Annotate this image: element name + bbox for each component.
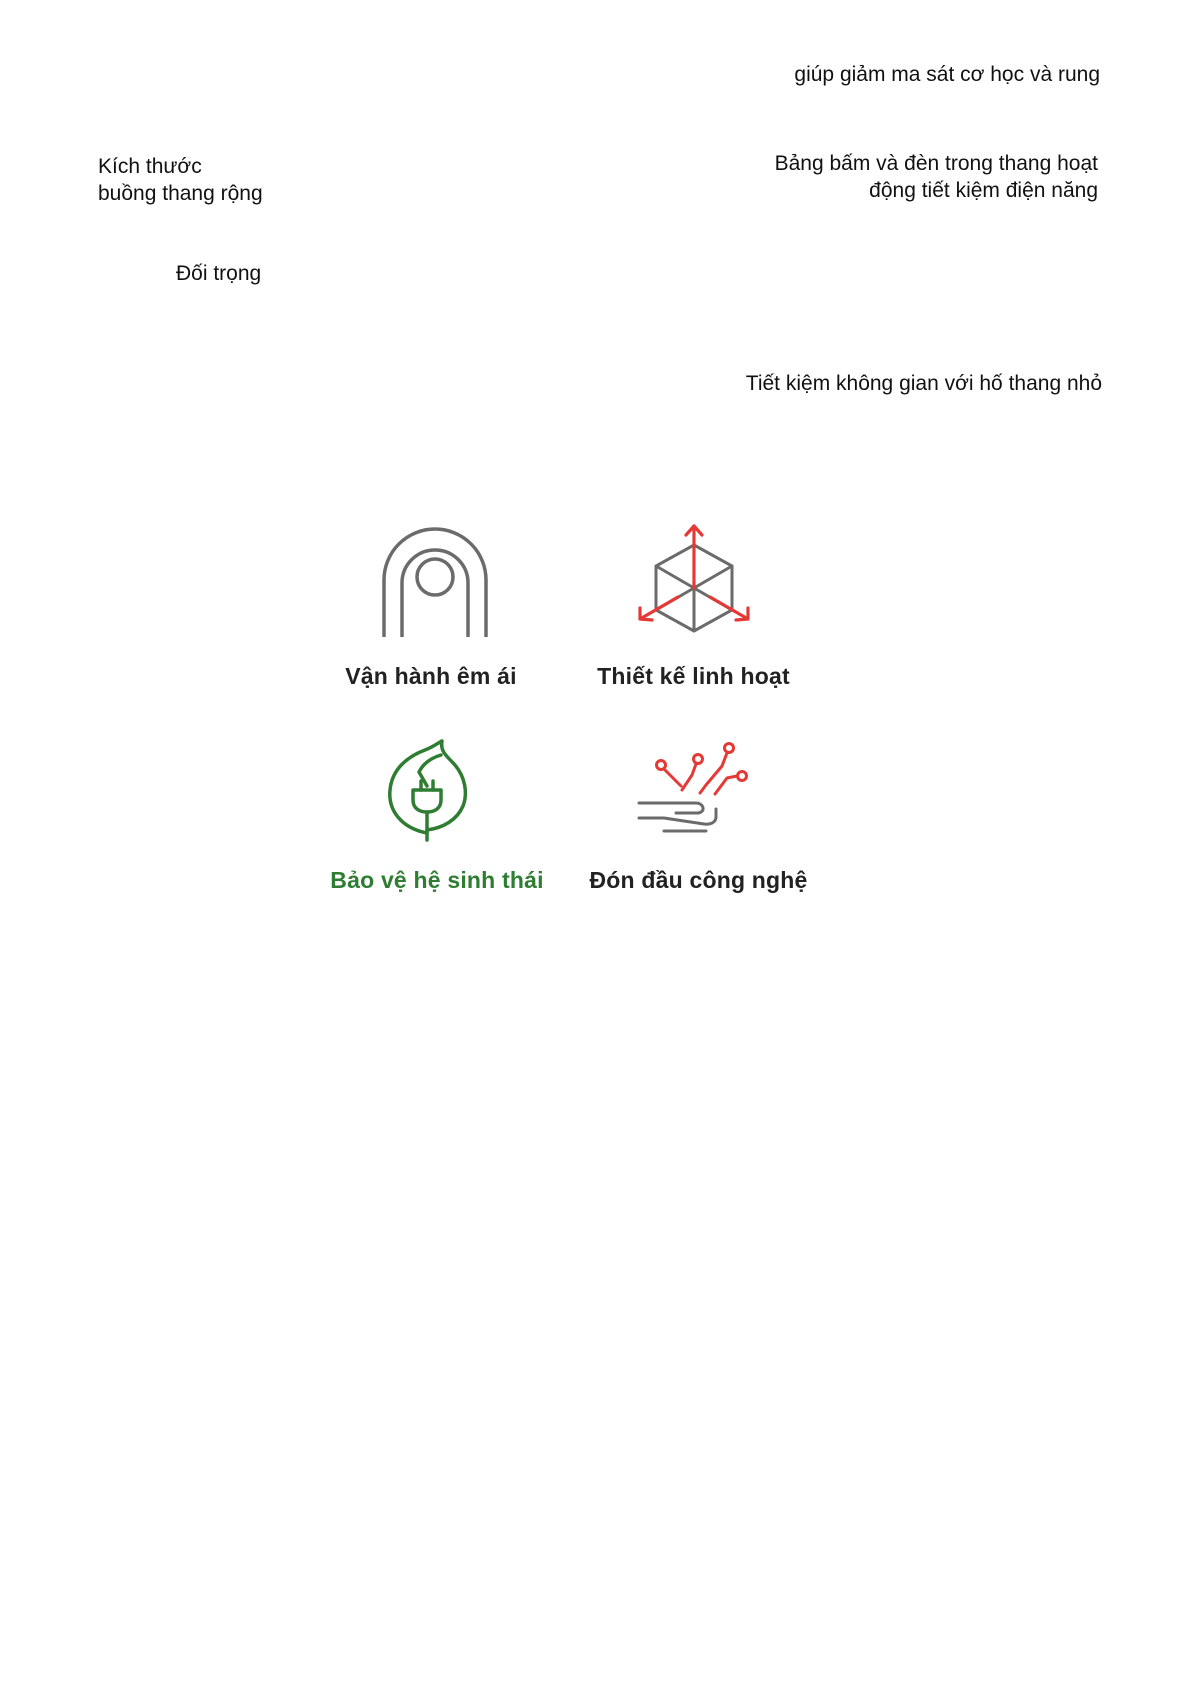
panel-line-2: động tiết kiệm điện năng — [869, 179, 1098, 202]
leaf-plug-icon — [385, 738, 470, 843]
panel-note — [775, 150, 1098, 204]
feature-label-tech: Đón đầu công nghệ — [589, 867, 808, 893]
hand-circuit-icon — [636, 738, 756, 843]
panel-line-1: Bảng bấm và đèn trong thang hoạt — [774, 152, 1098, 175]
cabin-size-line-1: Kích thước — [98, 155, 202, 178]
motor-roller-icon — [380, 525, 490, 640]
feature-label-eco: Bảo vệ hệ sinh thái — [330, 867, 544, 893]
friction-note: giúp giảm ma sát cơ học và rung — [794, 63, 1100, 86]
feature-label-flexible: Thiết kế linh hoạt — [597, 663, 790, 689]
counterweight-note: Đối trọng — [176, 262, 262, 285]
cabin-size-note — [98, 153, 263, 207]
space-saving-note: Tiết kiệm không gian với hố thang nhỏ — [745, 372, 1102, 395]
cube-arrows-icon — [632, 523, 756, 643]
cabin-size-line-2: buồng thang rộng — [98, 182, 263, 205]
feature-label-smooth: Vận hành êm ái — [345, 663, 517, 689]
